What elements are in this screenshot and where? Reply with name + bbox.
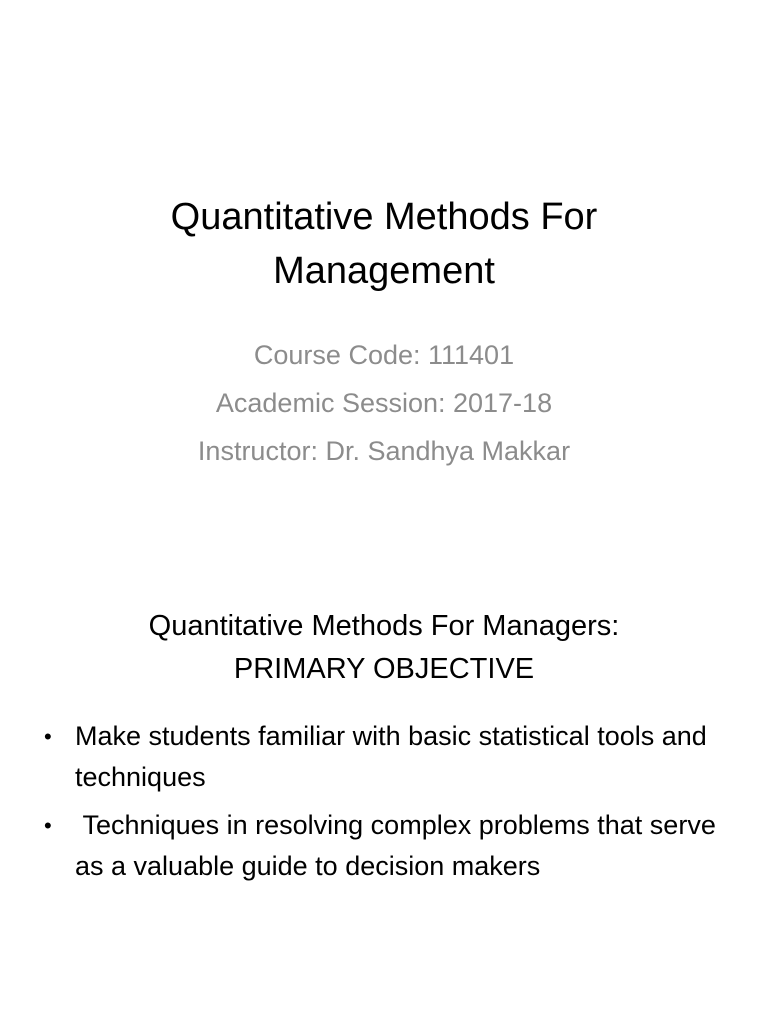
bullet-dot-icon: • <box>44 724 52 749</box>
slide-1-title <box>0 190 768 298</box>
bullet-text: Techniques in resolving complex problems that serve as a valuable guide to decision makers <box>75 810 724 881</box>
bullet-dot-icon: • <box>44 813 52 838</box>
slide-2-title-line-1: Quantitative Methods For Managers: <box>148 610 620 642</box>
slide-2 <box>0 576 768 1024</box>
objective-bullet-list <box>44 716 744 894</box>
academic-session-text: Academic Session: 2017-18 <box>215 388 553 418</box>
slide-2-title <box>0 605 768 691</box>
slide-1-subtitle <box>0 331 768 475</box>
list-item <box>44 805 744 887</box>
instructor-text: Instructor: Dr. Sandhya Makkar <box>197 436 571 466</box>
course-code-text: Course Code: 111401 <box>253 340 515 370</box>
slide-1-title-line-2: Management <box>273 250 495 292</box>
slide-2-title-line-2: PRIMARY OBJECTIVE <box>233 653 535 685</box>
bullet-text: Make students familiar with basic statistical tools and techniques <box>75 721 707 792</box>
slide-1-title-line-1: Quantitative Methods For <box>170 196 598 238</box>
list-item <box>44 716 744 798</box>
